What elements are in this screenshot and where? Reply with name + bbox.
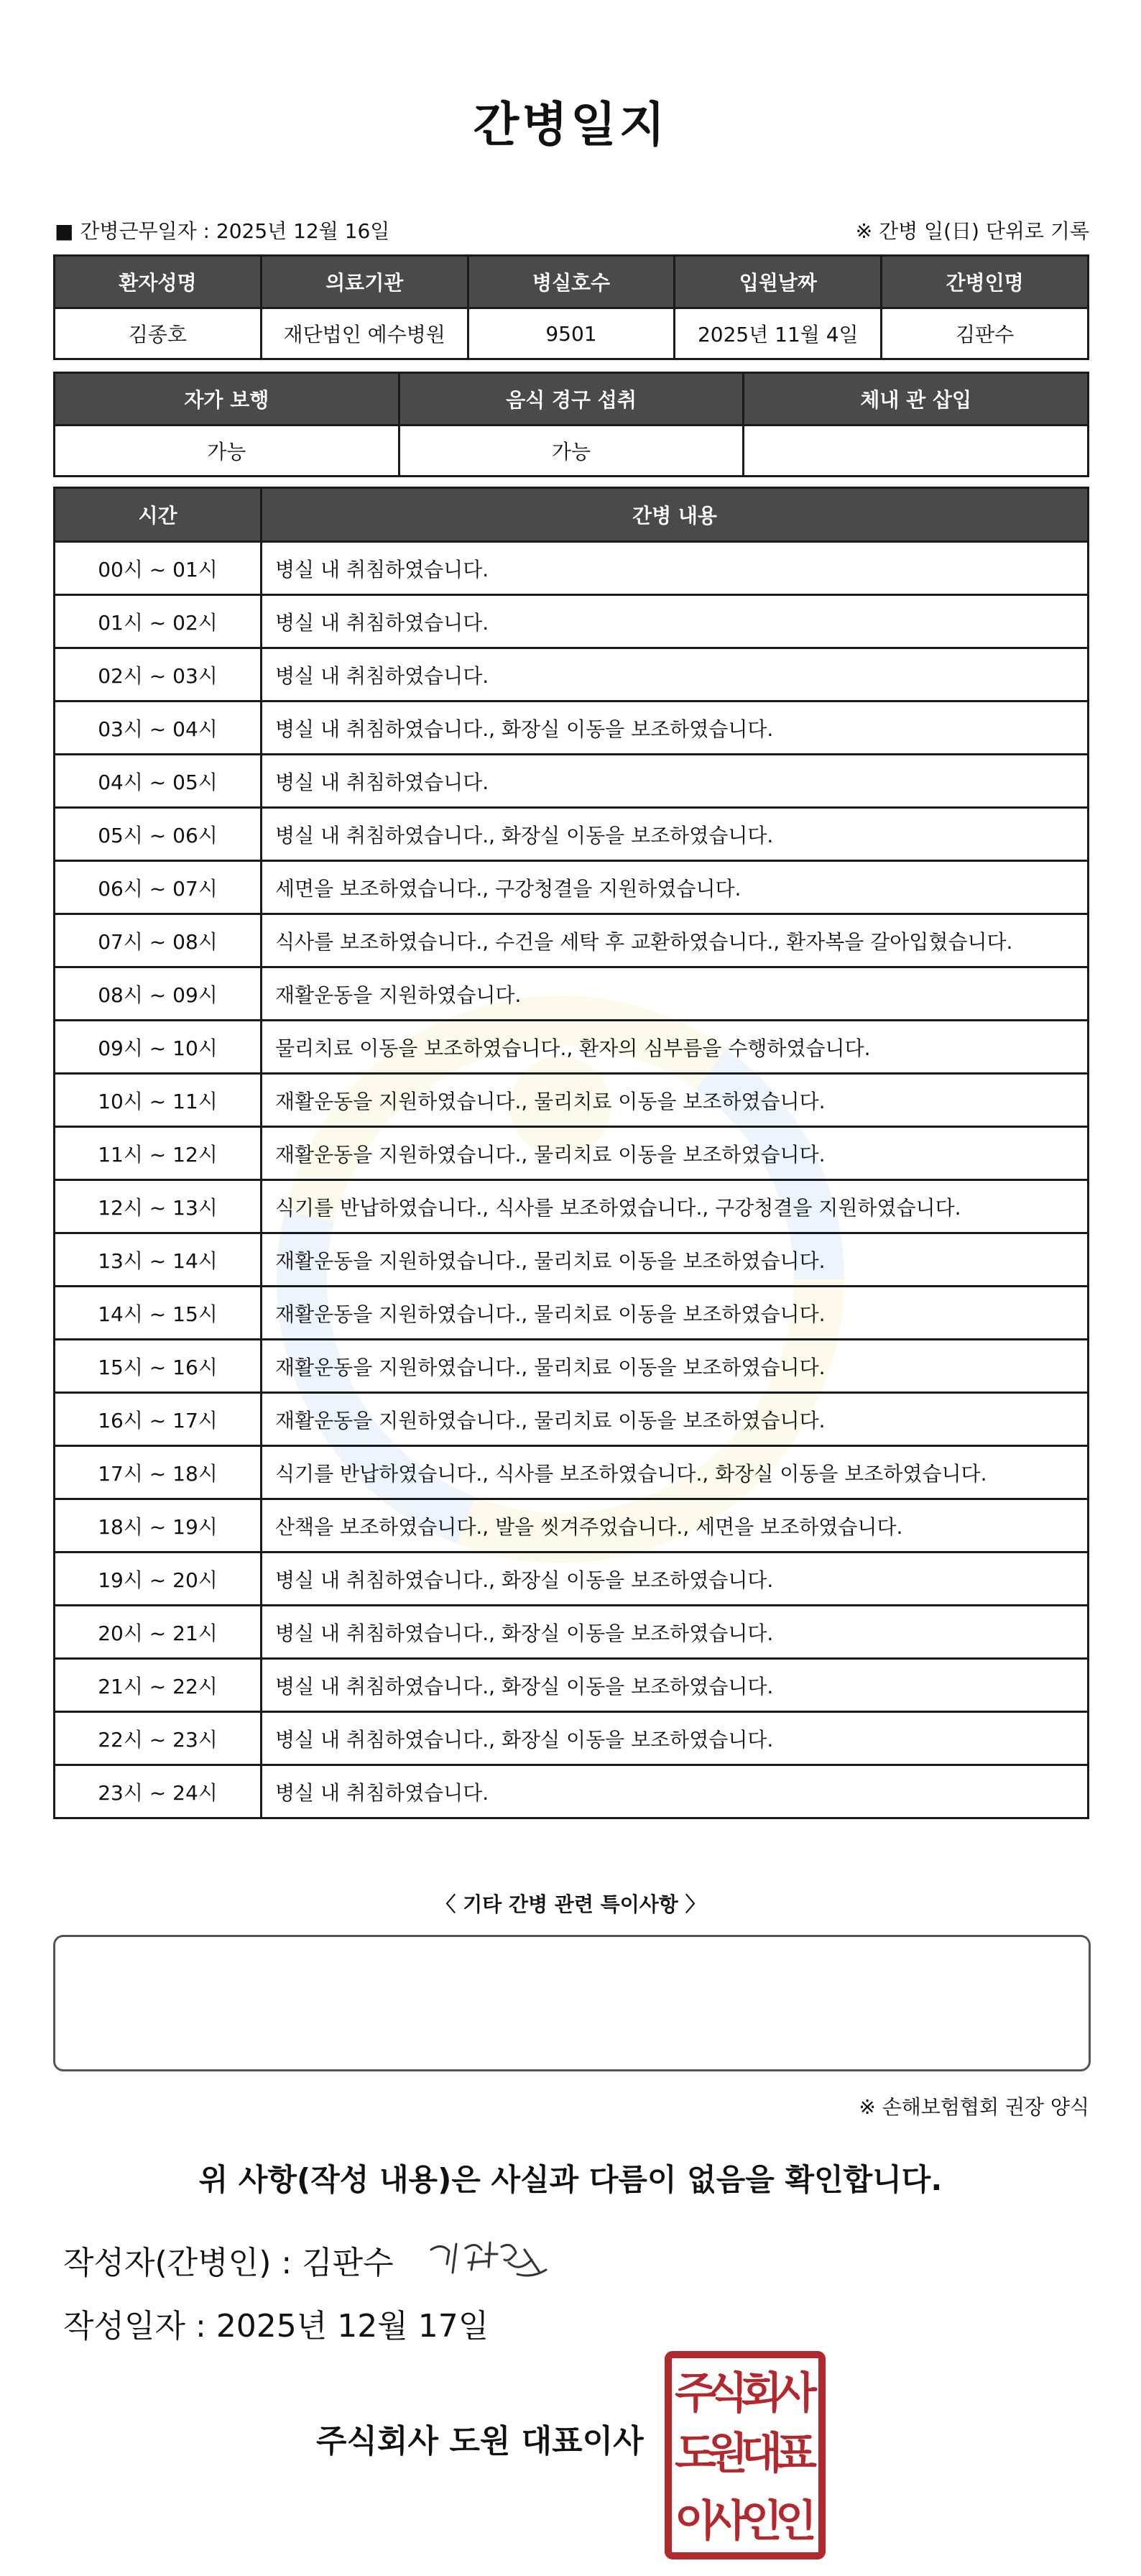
log-time: 21시 ~ 22시 (55, 1659, 262, 1712)
header-tube-insertion: 체내 관 삽입 (744, 373, 1089, 426)
log-content: 병실 내 취침하였습니다., 화장실 이동을 보조하였습니다. (262, 702, 1089, 755)
log-time: 03시 ~ 04시 (55, 702, 262, 755)
header-time: 시간 (55, 488, 262, 542)
hospital-name: 재단법인 예수병원 (261, 308, 468, 359)
svg-text:도: 도 (675, 2429, 716, 2479)
log-row (55, 1765, 1089, 1818)
unit-note: ※ 간병 일(日) 단위로 기록 (855, 219, 1089, 243)
log-time: 23시 ~ 24시 (55, 1765, 262, 1818)
log-content: 재활운동을 지원하였습니다., 물리치료 이동을 보조하였습니다. (262, 1393, 1089, 1446)
log-time: 16시 ~ 17시 (55, 1393, 262, 1446)
log-row (55, 861, 1089, 914)
writer-line: 작성자(간병인) : 김판수 (63, 2245, 394, 2281)
log-row (55, 914, 1089, 967)
log-time: 19시 ~ 20시 (55, 1552, 262, 1606)
log-time: 14시 ~ 15시 (55, 1287, 262, 1340)
form-note: ※ 손해보험협회 권장 양식 (859, 2095, 1089, 2119)
log-time: 10시 ~ 11시 (55, 1074, 262, 1127)
log-content: 재활운동을 지원하였습니다., 물리치료 이동을 보조하였습니다. (262, 1233, 1089, 1287)
caregiver-name: 김판수 (882, 308, 1089, 359)
log-time: 11시 ~ 12시 (55, 1127, 262, 1180)
log-row (55, 967, 1089, 1021)
log-content: 식기를 반납하였습니다., 식사를 보조하였습니다., 구강청결을 지원하였습니다. (262, 1180, 1089, 1233)
self-walking-value: 가능 (55, 426, 399, 477)
svg-text:인: 인 (741, 2496, 782, 2547)
work-date-line: ■ 간병근무일자 : 2025년 12월 16일 (55, 219, 390, 243)
log-row (55, 755, 1089, 808)
log-row (55, 1499, 1089, 1552)
log-content: 병실 내 취침하였습니다., 화장실 이동을 보조하였습니다. (262, 1606, 1089, 1659)
log-time: 22시 ~ 23시 (55, 1712, 262, 1765)
header-room: 병실호수 (468, 256, 675, 308)
oral-intake-value: 가능 (399, 426, 744, 477)
log-row (55, 1552, 1089, 1606)
log-content: 세면을 보조하였습니다., 구강청결을 지원하였습니다. (262, 861, 1089, 914)
svg-text:식: 식 (706, 2368, 748, 2419)
log-content: 식기를 반납하였습니다., 식사를 보조하였습니다., 화장실 이동을 보조하였습니다. (262, 1446, 1089, 1499)
care-log-table (53, 487, 1089, 1819)
log-time: 05시 ~ 06시 (55, 808, 262, 861)
svg-text:사: 사 (706, 2496, 748, 2547)
log-time: 04시 ~ 05시 (55, 755, 262, 808)
log-content: 식사를 보조하였습니다., 수건을 세탁 후 교환하였습니다., 환자복을 갈아입혔습니다. (262, 914, 1089, 967)
svg-text:사: 사 (775, 2368, 817, 2419)
company-seal-stamp (664, 2350, 826, 2560)
header-admission-date: 입원날짜 (675, 256, 882, 308)
log-content: 재활운동을 지원하였습니다. (262, 967, 1089, 1021)
header-care-content: 간병 내용 (262, 488, 1089, 542)
log-time: 01시 ~ 02시 (55, 595, 262, 648)
log-time: 20시 ~ 21시 (55, 1606, 262, 1659)
log-content: 병실 내 취침하였습니다. (262, 542, 1089, 595)
log-row (55, 1659, 1089, 1712)
log-time: 00시 ~ 01시 (55, 542, 262, 595)
log-row (55, 1074, 1089, 1127)
log-row (55, 542, 1089, 595)
log-content: 병실 내 취침하였습니다., 화장실 이동을 보조하였습니다. (262, 1712, 1089, 1765)
svg-text:회: 회 (741, 2368, 782, 2419)
svg-text:표: 표 (775, 2429, 817, 2479)
company-signature-line: 주식회사 도원 대표이사 (316, 2423, 644, 2460)
log-row (55, 1393, 1089, 1446)
log-content: 재활운동을 지원하였습니다., 물리치료 이동을 보조하였습니다. (262, 1340, 1089, 1393)
room-number: 9501 (468, 308, 675, 359)
log-content: 병실 내 취침하였습니다., 화장실 이동을 보조하였습니다. (262, 1552, 1089, 1606)
log-content: 산책을 보조하였습니다., 발을 씻겨주었습니다., 세면을 보조하였습니다. (262, 1499, 1089, 1552)
confirmation-statement: 위 사항(작성 내용)은 사실과 다름이 없음을 확인합니다. (198, 2162, 943, 2197)
log-row (55, 1021, 1089, 1074)
svg-text:주: 주 (675, 2368, 716, 2419)
svg-text:원: 원 (706, 2429, 748, 2479)
log-content: 병실 내 취침하였습니다. (262, 595, 1089, 648)
tube-insertion-value (744, 426, 1089, 477)
svg-text:대: 대 (741, 2429, 782, 2479)
log-row (55, 1180, 1089, 1233)
header-hospital: 의료기관 (261, 256, 468, 308)
log-row (55, 648, 1089, 702)
header-patient-name: 환자성명 (55, 256, 262, 308)
log-row (55, 1606, 1089, 1659)
log-time: 06시 ~ 07시 (55, 861, 262, 914)
log-time: 02시 ~ 03시 (55, 648, 262, 702)
log-time: 17시 ~ 18시 (55, 1446, 262, 1499)
header-caregiver: 간병인명 (882, 256, 1089, 308)
log-row (55, 1127, 1089, 1180)
svg-text:인: 인 (775, 2496, 817, 2547)
log-content: 재활운동을 지원하였습니다., 물리치료 이동을 보조하였습니다. (262, 1287, 1089, 1340)
document-title: 간병일지 (473, 97, 668, 152)
log-content: 병실 내 취침하였습니다. (262, 648, 1089, 702)
patient-status-table (53, 372, 1089, 477)
log-row (55, 1340, 1089, 1393)
patient-name: 김종호 (55, 308, 262, 359)
log-time: 08시 ~ 09시 (55, 967, 262, 1021)
log-row (55, 1446, 1089, 1499)
remarks-box[interactable] (53, 1935, 1091, 2071)
header-self-walking: 자가 보행 (55, 373, 399, 426)
log-row (55, 702, 1089, 755)
log-content: 재활운동을 지원하였습니다., 물리치료 이동을 보조하였습니다. (262, 1127, 1089, 1180)
log-row (55, 1712, 1089, 1765)
log-row (55, 1233, 1089, 1287)
log-content: 병실 내 취침하였습니다., 화장실 이동을 보조하였습니다. (262, 808, 1089, 861)
log-content: 병실 내 취침하였습니다., 화장실 이동을 보조하였습니다. (262, 1659, 1089, 1712)
log-time: 12시 ~ 13시 (55, 1180, 262, 1233)
log-content: 병실 내 취침하였습니다. (262, 1765, 1089, 1818)
log-time: 18시 ~ 19시 (55, 1499, 262, 1552)
admission-date: 2025년 11월 4일 (675, 308, 882, 359)
patient-info-table (53, 254, 1089, 360)
svg-text:이: 이 (675, 2496, 716, 2547)
handwritten-signature (424, 2228, 553, 2286)
log-content: 물리치료 이동을 보조하였습니다., 환자의 심부름을 수행하였습니다. (262, 1021, 1089, 1074)
log-row (55, 808, 1089, 861)
remarks-title: 〈 기타 간병 관련 특이사항 〉 (435, 1892, 706, 1916)
log-row (55, 1287, 1089, 1340)
log-content: 병실 내 취침하였습니다. (262, 755, 1089, 808)
log-time: 13시 ~ 14시 (55, 1233, 262, 1287)
date-line: 작성일자 : 2025년 12월 17일 (63, 2308, 489, 2345)
log-time: 15시 ~ 16시 (55, 1340, 262, 1393)
header-oral-intake: 음식 경구 섭취 (399, 373, 744, 426)
log-row (55, 595, 1089, 648)
log-time: 07시 ~ 08시 (55, 914, 262, 967)
log-time: 09시 ~ 10시 (55, 1021, 262, 1074)
log-content: 재활운동을 지원하였습니다., 물리치료 이동을 보조하였습니다. (262, 1074, 1089, 1127)
